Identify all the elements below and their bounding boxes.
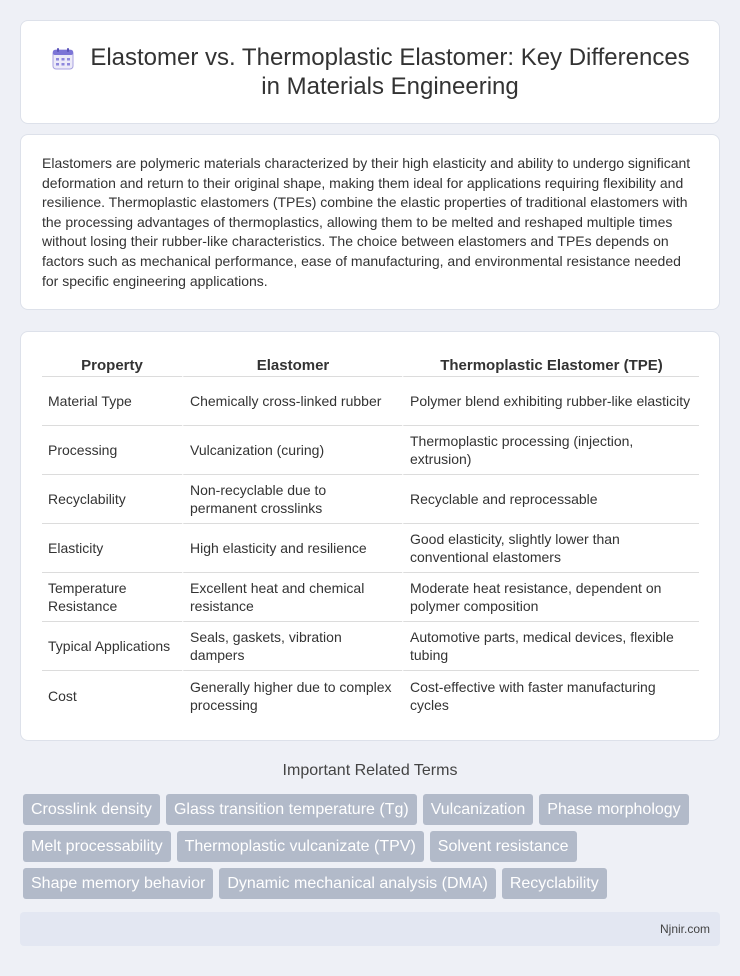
tag-row: [23, 868, 607, 899]
table-cell: Thermoplastic processing (injection, extrusion): [402, 426, 699, 475]
table-row: [42, 524, 699, 573]
table-cell: Vulcanization (curing): [182, 426, 402, 475]
table-cell: High elasticity and resilience: [182, 524, 402, 573]
term-tag[interactable]: Glass transition temperature (Tg): [166, 794, 417, 825]
term-tag[interactable]: Dynamic mechanical analysis (DMA): [219, 868, 496, 899]
term-tag[interactable]: Shape memory behavior: [23, 868, 213, 899]
table-cell: Temperature Resistance: [42, 573, 182, 622]
table-cell: Material Type: [42, 377, 182, 426]
comparison-table-card: [20, 331, 720, 741]
table-cell: Chemically cross-linked rubber: [182, 377, 402, 426]
table-cell: Recyclability: [42, 475, 182, 524]
page-title: Elastomer vs. Thermoplastic Elastomer: Key Differences in Materials Engineering: [90, 44, 690, 100]
column-header-tpe: Thermoplastic Elastomer (TPE): [402, 352, 699, 377]
related-terms-heading: Important Related Terms: [282, 762, 458, 779]
table-row: [42, 573, 699, 622]
table-cell: Seals, gaskets, vibration dampers: [182, 622, 402, 671]
table-cell: Polymer blend exhibiting rubber-like elasticity: [402, 377, 699, 426]
table-row: [42, 622, 699, 671]
table-cell: Recyclable and reprocessable: [402, 475, 699, 524]
tag-row: [23, 794, 689, 825]
table-row: [42, 426, 699, 475]
column-header-property: Property: [42, 352, 182, 377]
header-card: [20, 20, 720, 124]
intro-paragraph: Elastomers are polymeric materials characterized by their high elasticity and ability to undergo significant deformation and return to their original shape, making them ideal for applications requiring flexibility and resilience. Thermoplastic elastomers (TPEs) combine the elastic properties of traditional elastomers with the processing advantages of thermoplastics, allowing them to be melted and reshaped multiple times without losing their rubber-like characteristics. The choice between elastomers and TPEs depends on factors such as mechanical performance, ease of manufacturing, and environmental resistance needed for specific engineering applications.: [42, 155, 691, 289]
table-row: [42, 377, 699, 426]
table-cell: Processing: [42, 426, 182, 475]
table-header-row: [42, 352, 699, 377]
calendar-icon: [51, 47, 75, 71]
term-tag[interactable]: Crosslink density: [23, 794, 160, 825]
comparison-table: [42, 352, 699, 720]
table-row: [42, 671, 699, 720]
intro-card: [20, 134, 720, 310]
footer: [20, 912, 720, 946]
table-cell: Good elasticity, slightly lower than conventional elastomers: [402, 524, 699, 573]
term-tag[interactable]: Thermoplastic vulcanizate (TPV): [177, 831, 424, 862]
table-cell: Cost-effective with faster manufacturing cycles: [402, 671, 699, 720]
table-cell: Non-recyclable due to permanent crosslinks: [182, 475, 402, 524]
term-tag[interactable]: Recyclability: [502, 868, 607, 899]
table-cell: Automotive parts, medical devices, flexible tubing: [402, 622, 699, 671]
term-tag[interactable]: Solvent resistance: [430, 831, 577, 862]
table-cell: Typical Applications: [42, 622, 182, 671]
column-header-elastomer: Elastomer: [182, 352, 402, 377]
table-cell: Excellent heat and chemical resistance: [182, 573, 402, 622]
term-tag[interactable]: Phase morphology: [539, 794, 688, 825]
table-cell: Moderate heat resistance, dependent on polymer composition: [402, 573, 699, 622]
table-cell: Generally higher due to complex processing: [182, 671, 402, 720]
footer-site-name[interactable]: Njnir.com: [659, 922, 710, 936]
tag-row: [23, 831, 577, 862]
term-tag[interactable]: Melt processability: [23, 831, 171, 862]
table-cell: Cost: [48, 687, 77, 704]
table-row: [42, 475, 699, 524]
term-tag[interactable]: Vulcanization: [423, 794, 534, 825]
table-cell: Elasticity: [42, 524, 182, 573]
